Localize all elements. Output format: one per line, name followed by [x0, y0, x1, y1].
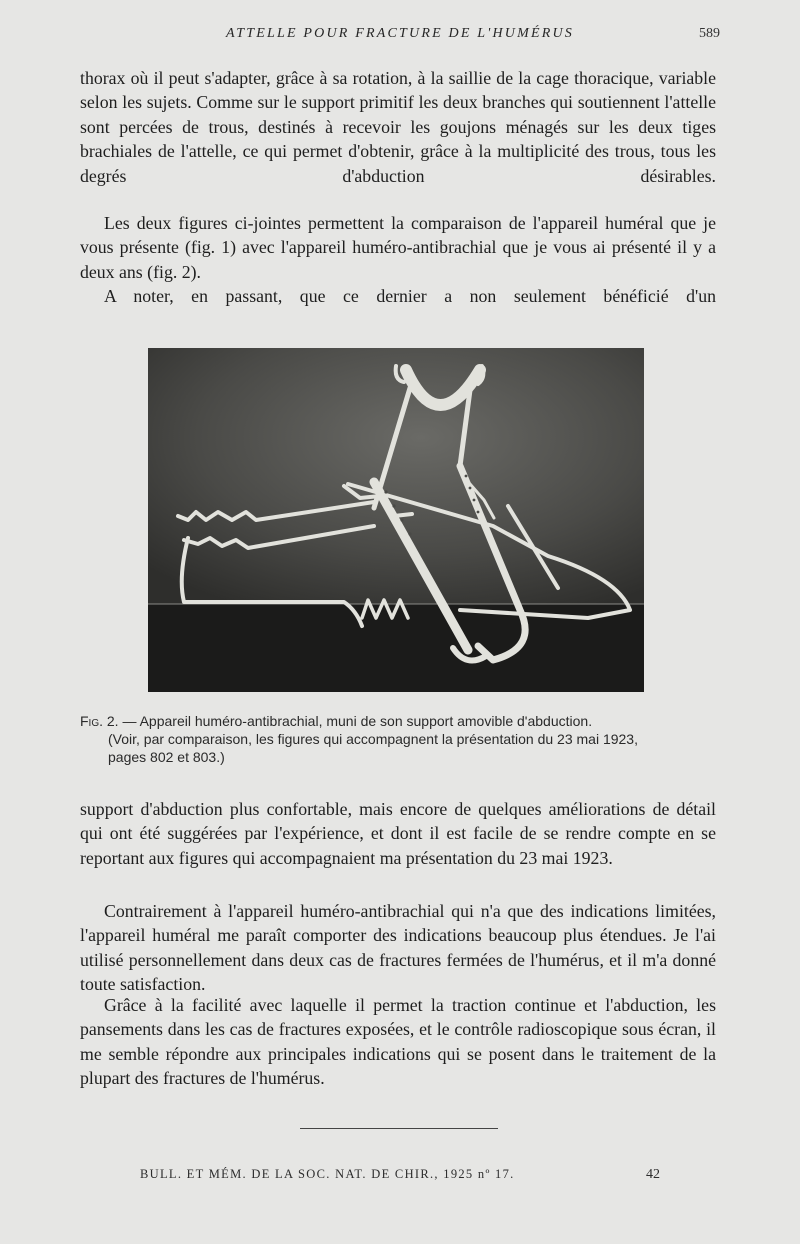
- hole-3: [400, 518, 403, 521]
- hole-6: [469, 487, 472, 490]
- figure-caption: [80, 712, 720, 766]
- page-footer: [140, 1167, 660, 1187]
- hole-1: [384, 490, 387, 493]
- caption-line-1: [80, 712, 720, 730]
- caption-line-2: (Voir, par comparaison, les figures qui accompagnent la présentation du 23 mai 1923,: [108, 731, 638, 747]
- paragraph-contrairement: Contrairement à l'appareil huméro-antibrachial qui n'a que des indications limitées, l'appareil huméral me paraît comporter des indications beaucoup plus étendues. Je l'ai utilisé personnellement dans deux cas de fractures fermées de l'humérus, et il m'a donné toute satisfaction.: [80, 901, 716, 995]
- paragraph-support: support d'abduction plus confortable, mais encore de quelques améliorations de détail qui ont été suggérées par l'expérience, et dont il est facile de se rendre compte en se reportant aux figures qui accompagnaient ma présentation du 23 mai 1923.: [80, 799, 716, 868]
- page-number: 589: [699, 26, 720, 41]
- section-rule: [300, 1128, 498, 1129]
- figure-2-photo: [148, 348, 644, 692]
- hole-7: [473, 499, 476, 502]
- paragraph-noter: A noter, en passant, que ce dernier a non seulement bénéficié d'un: [104, 286, 716, 306]
- paragraph-figures-comparison: Les deux figures ci-jointes permettent la comparaison de l'appareil huméral que je vous présente (fig. 1) avec l'appareil huméro-antibrachial que je vous ai présenté il y a deux ans (fig. 2).: [80, 213, 716, 282]
- paragraph-thorax: thorax où il peut s'adapter, grâce à sa rotation, à la saillie de la cage thoracique, variable selon les sujets. Comme sur le support primitif les deux branches qui soutiennent l'attelle sont percées de trous, destinés à recevoir les goujons ménagés sur les deux tiges brachiales de l'attelle, ce qui permet d'obtenir, grâce à la multiplicité des trous, tous les degrés d'abduction désirables.: [80, 68, 716, 186]
- paragraph-grace: Grâce à la facilité avec laquelle il permet la traction continue et l'abduction, les pansements dans les cas de fractures exposées, et le contrôle radioscopique sous écran, il me semble répondre aux principales indications qui se posent dans le traitement de la plupart des fractures de l'humérus.: [80, 995, 716, 1089]
- caption-text-1: — Appareil huméro-antibrachial, muni de son support amovible d'abduction.: [122, 713, 593, 729]
- hole-5: [465, 475, 468, 478]
- figure-label: Fig. 2.: [80, 713, 119, 729]
- hole-8: [477, 511, 480, 514]
- splint-photograph: [148, 348, 644, 692]
- hole-4: [408, 532, 411, 535]
- journal-reference: BULL. ET MÉM. DE LA SOC. NAT. DE CHIR., 1925 nº 17.: [140, 1167, 515, 1181]
- caption-line-3: pages 802 et 803.): [108, 749, 225, 765]
- sheet-number: 42: [646, 1167, 660, 1182]
- running-title: ATTELLE POUR FRACTURE DE L'HUMÉRUS: [226, 26, 574, 41]
- running-head: [80, 26, 720, 48]
- hole-2: [392, 504, 395, 507]
